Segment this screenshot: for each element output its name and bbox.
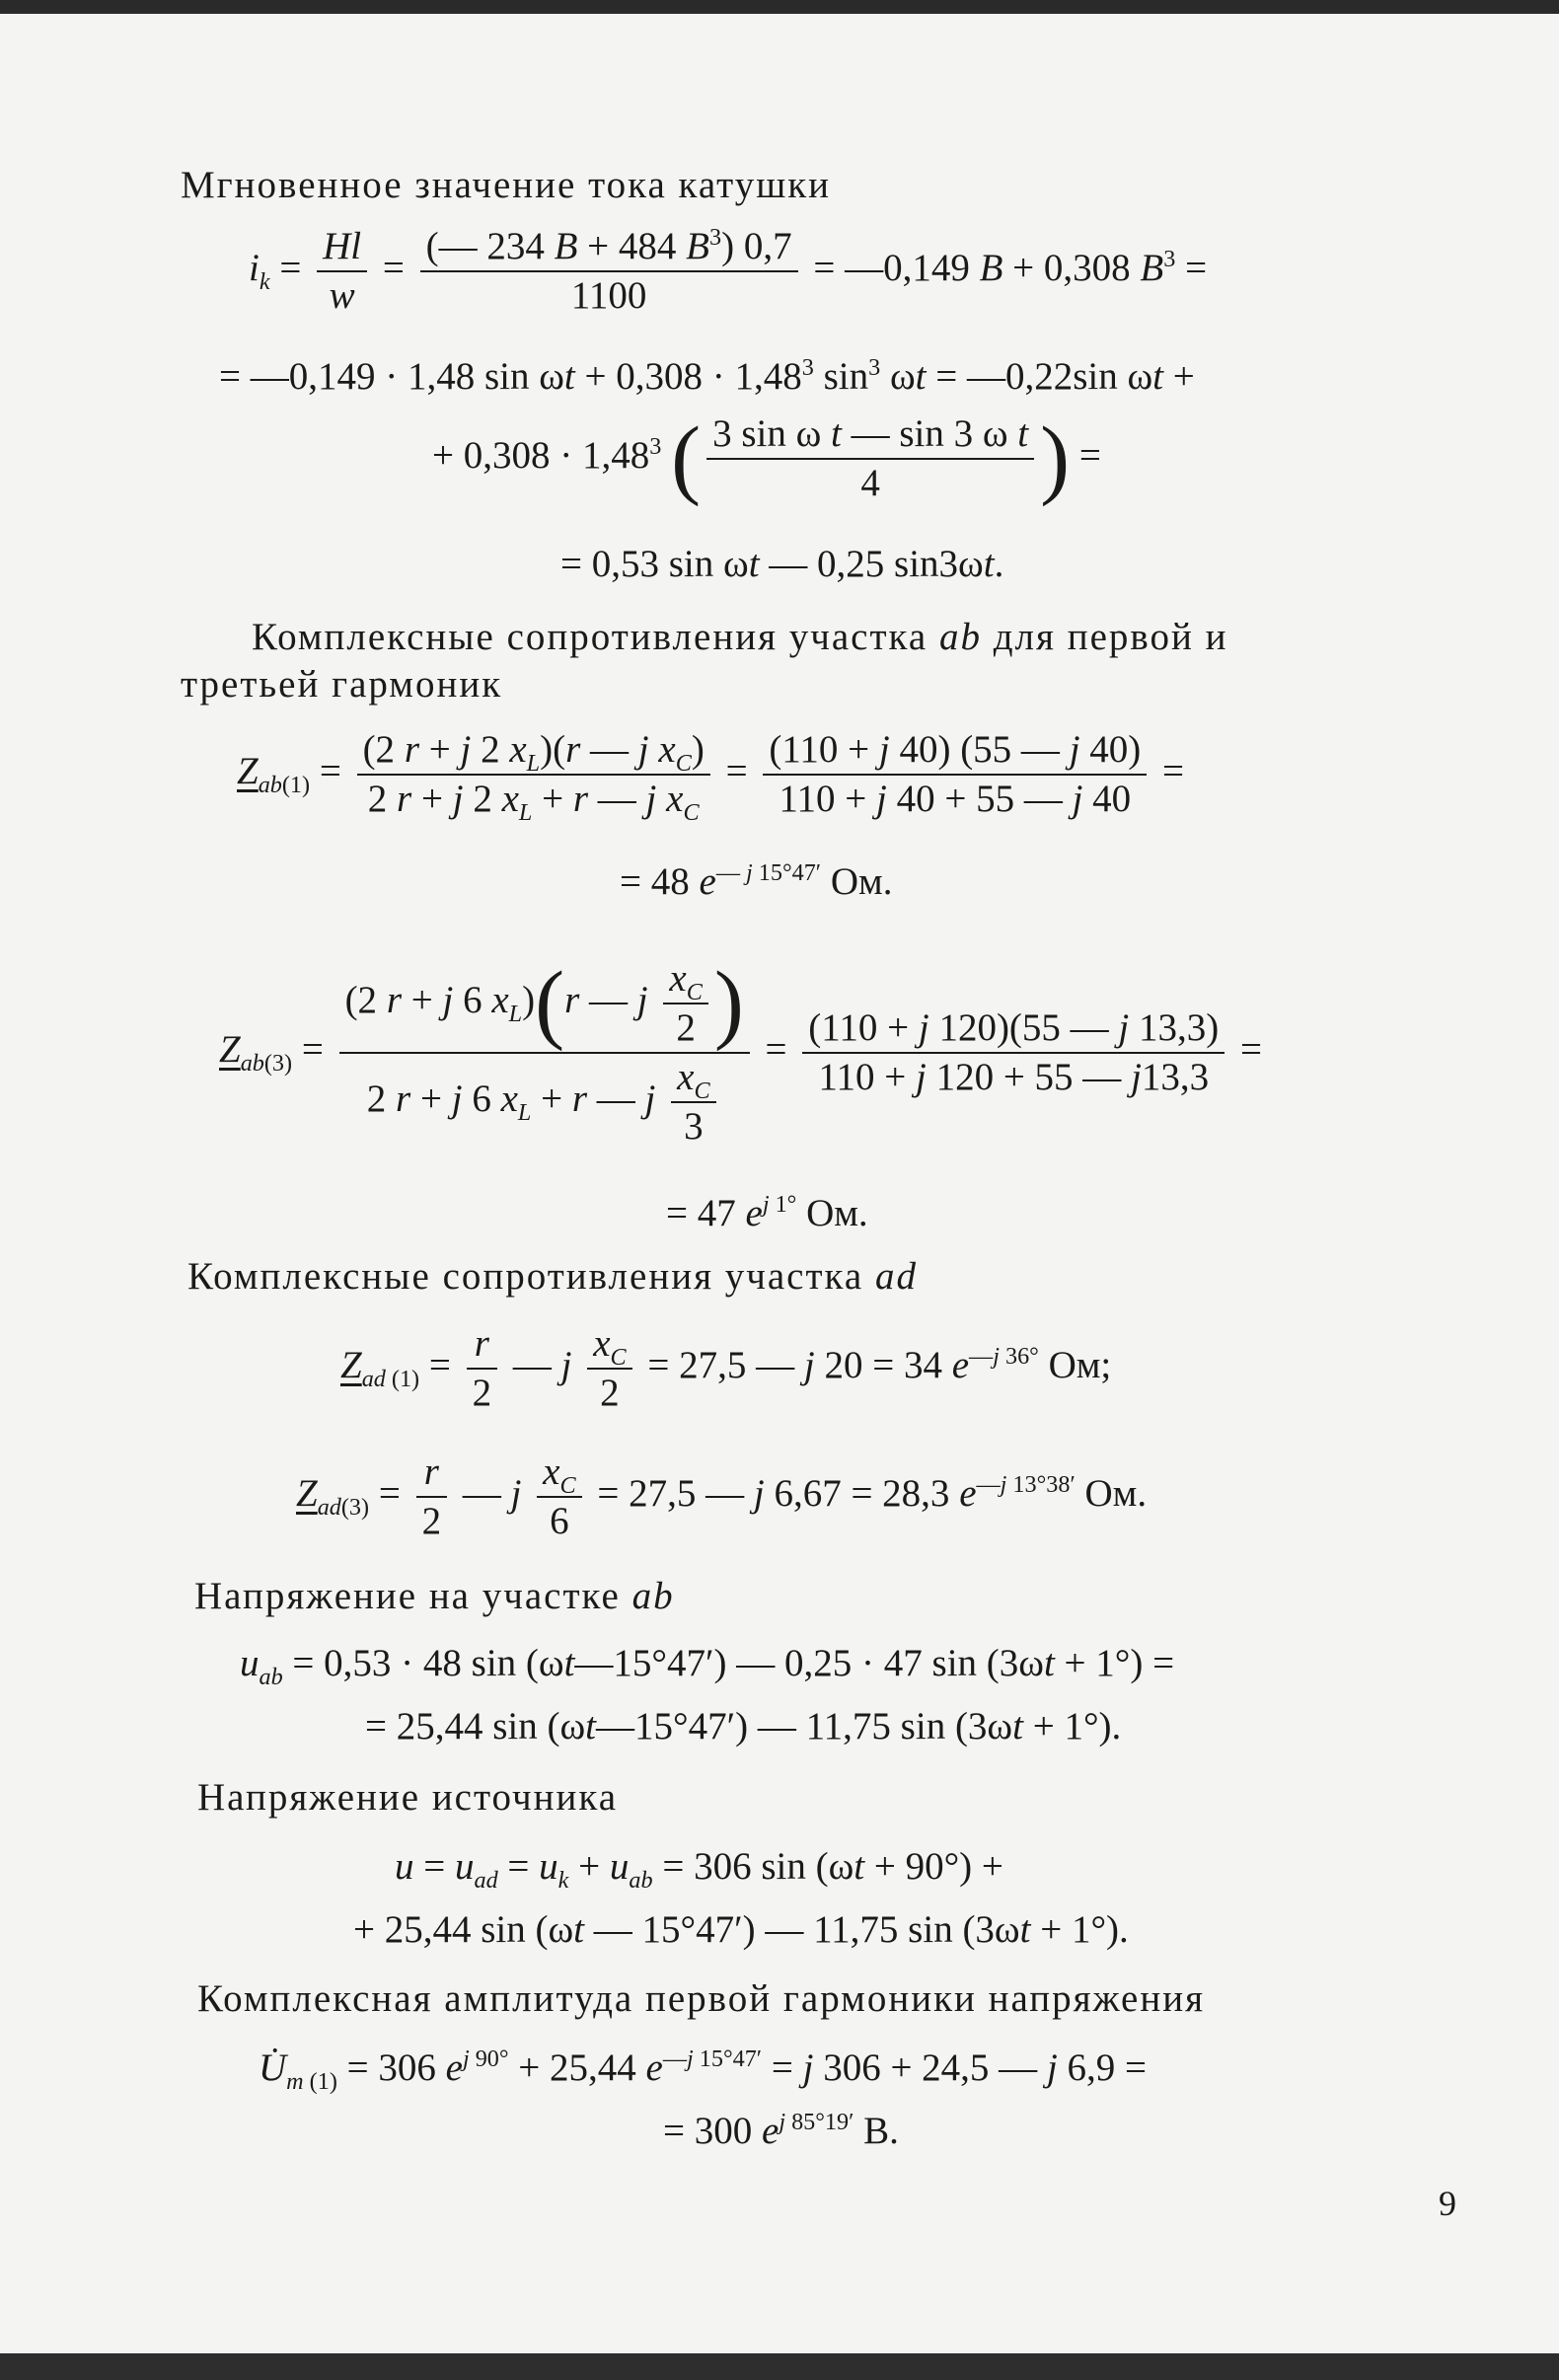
paragraph-uab: Напряжение на участке ab	[194, 1575, 675, 1617]
equation-u-line2: + 25,44 sin (ωt — 15°47′) — 11,75 sin (3ωt + 1°).	[353, 1908, 1129, 1951]
equation-uab-line2: = 25,44 sin (ωt—15°47′) — 11,75 sin (3ωt + 1°).	[365, 1705, 1122, 1748]
equation-um1-result: = 300 $e^{j 85^\circ 19'}$ В.	[663, 2109, 899, 2152]
equation-zab1: $Z_{ab(1)}$ = $\frac{(2 r + j 2 x_L)(r — j x_C)}{2 r + j 2 x_L + r — j x_C}$ = $\frac{(110 + j 40) (55 — j 40)}{110 + j 40 + 55 — j 40}$ =	[237, 728, 1185, 826]
equation-ik-line2: = —0,149 · 1,48 $\sin \omega t + 0,308 \cdot 1,48^3$ $\sin^3 \omega t$ = —0,22sin ωt +	[219, 354, 1195, 398]
equation-zad1: $Z_{ad (1)}$ = $\frac{r}{2}$ — j $\frac{x_C}{2}$ = 27,5 — j 20 = 34 $e^{—j 36^\circ}$ Ом;	[340, 1322, 1112, 1414]
paragraph-amplitude: Комплексная амплитуда первой гармоники напряжения	[197, 1977, 1206, 2020]
paragraph-zad: Комплексные сопротивления участка ad	[187, 1255, 918, 1298]
equation-ik-result: = 0,53 sin ωt — 0,25 sin3ωt.	[560, 543, 1004, 585]
equation-zab3: $Z_{ab(3)}$ = (2 r + j 6 $x_L)(r$ — j $\frac{x_C}{2}$ ) 2 r + j 6 $x_L + r$ — j $\frac{x_C}{3}$ = $\frac{(110 + j 120)(55 — j 13,3)}{110 + j 120 + 55 — j13,3}$ =	[219, 954, 1263, 1148]
equation-ik-line3: + $0,308 \cdot 1,48^3$ ( $\frac{\text{3 sin ω t — sin 3 ω t}}{4}$ ) =	[432, 409, 1101, 507]
paragraph-current: Мгновенное значение тока катушки	[181, 164, 832, 206]
equation-u: $u = u_{ad} = u_k + u_{ab} = 306$ sin (ωt + 90°) +	[395, 1845, 1003, 1894]
equation-zab3-result: = 47 $e^{j 1^\circ}$ Ом.	[666, 1191, 868, 1234]
scan-bottom-edge	[0, 2353, 1559, 2380]
paragraph-zab: Комплексные сопротивления участка ab для первой и	[252, 616, 1228, 658]
paragraph-source: Напряжение источника	[197, 1776, 619, 1819]
equation-zad3: $Z_{ad(3)}$ = $\frac{r}{2}$ — j $\frac{x_C}{6}$ = 27,5 — j 6,67 = 28,3 $e^{—j 13^\circ 38'}$ Ом.	[296, 1450, 1148, 1542]
paragraph-zab-cont: третьей гармоник	[181, 663, 503, 706]
equation-um1: $U̇_{m (1)} = 306$ $e^{j 90^\circ} + 25,44$ $e^{—j 15^\circ 47'} = j$ 306 + 24,5 — j 6,9 =	[259, 2045, 1148, 2095]
page-number: 9	[1439, 2184, 1456, 2223]
equation-zab1-result: = 48 $e^{— j 15^\circ 47'}$ Ом.	[620, 859, 893, 903]
equation-uab: $u_{ab} = 0,53 \cdot 48$ sin (ωt—15°47′) — 0,25 · 47 sin (3ωt + 1°) =	[240, 1642, 1175, 1690]
equation-ik: $i_k$ = $\frac{Hl}{w}$ = $\frac{(— 234 B + 484 B^3) 0,7}{1100}$ = —0,149 B + 0,308 $B^3$ =	[249, 224, 1208, 317]
